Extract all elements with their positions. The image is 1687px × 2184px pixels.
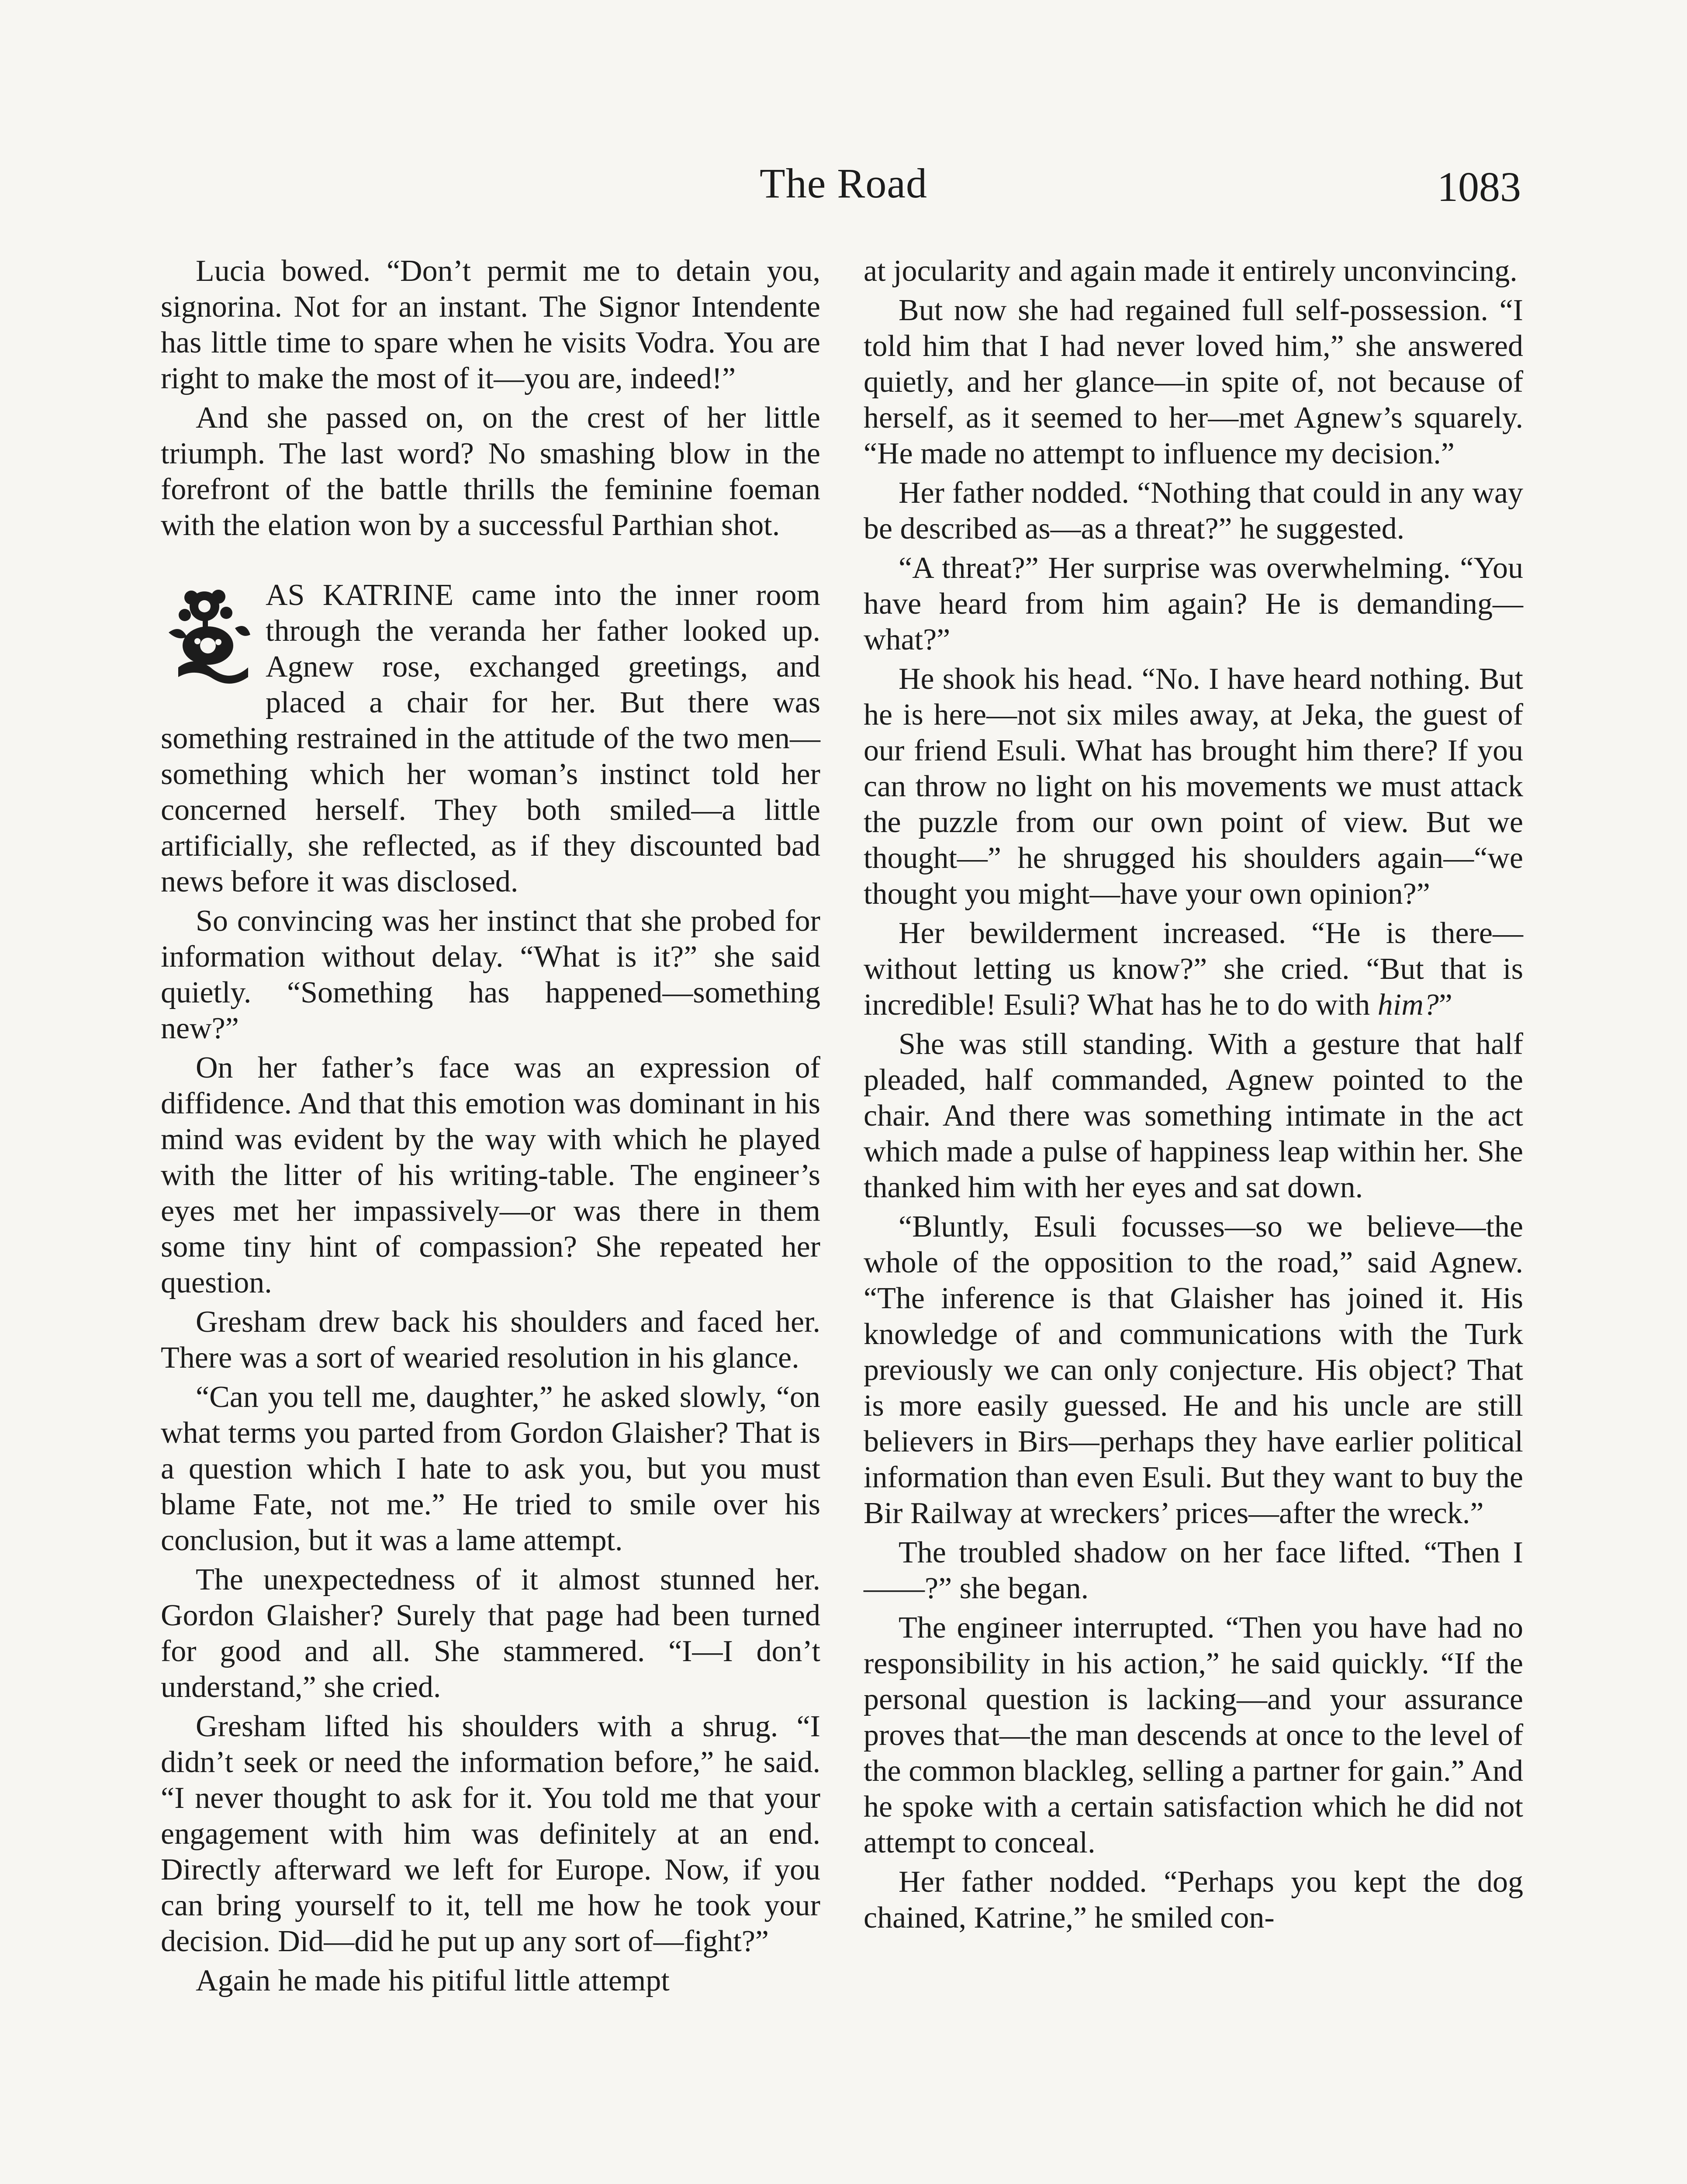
page-number: 1083 — [1437, 163, 1521, 210]
paragraph: He shook his head. “No. I have heard nothing. But he is here—not six miles away, at Jeka, the guest of our friend Esuli. What has brought him there? If you can throw no light on his movements we must attack the puzzle from our own point of view. But we thought—” he shrugged his shoulders again—“we thought you might—have your own opinion?” — [864, 662, 1523, 911]
left-column — [161, 253, 820, 2002]
floral-ornament-icon — [161, 580, 257, 689]
paragraph — [864, 916, 1523, 1023]
paragraph: “Can you tell me, daughter,” he asked slowly, “on what terms you parted from Gordon Glaisher? That is a question which I hate to ask you, but you must blame Fate, not me.” He tried to smile over his conclusion, but it was a lame attempt. — [161, 1380, 820, 1557]
paragraph: Again he made his pitiful little attempt — [196, 1964, 670, 1997]
paragraph: The engineer interrupted. “Then you have had no responsibility in his action,” he said quickly. “If the personal question is lacking—and your assurance proves that—the man descends at once to the level of the common blackleg, selling a partner for gain.” And he spoke with a certain satisfaction which he did not attempt to conceal. — [864, 1611, 1523, 1859]
paragraph: On her father’s face was an expression of diffidence. And that this emotion was dominant in his mind was evident by the way with which he played with the litter of his writing-table. The engineer’s eyes met her impassively—or was there in them some tiny hint of compassion? She repeated her question. — [161, 1051, 820, 1299]
italic-word: him? — [1377, 988, 1439, 1022]
paragraph-text: Her bewilderment increased. “He is there—without letting us know?” she cried. “But that is incredible! Esuli? What has he to do with — [864, 916, 1523, 1022]
paragraph-text: AS KATRINE came into the inner room through the veranda her father looked up. Agnew rose, exchanged greetings, and placed a chair for her. But there was something restrained in the attitude of the two men—something which her woman’s instinct told her concerned herself. They both smiled—a little artificially, she reflected, as if they discounted bad news before it was disclosed. — [161, 578, 820, 898]
running-title: The Road — [760, 160, 927, 207]
paragraph: Gresham drew back his shoulders and faced her. There was a sort of wearied resolution in his glance. — [161, 1305, 820, 1375]
paragraph-continued: at jocularity and again made it entirely unconvincing. — [864, 254, 1518, 288]
paragraph: And she passed on, on the crest of her little triumph. The last word? No smashing blow in the forefront of the battle thrills the feminine foeman with the elation won by a successful Parthian shot. — [161, 401, 820, 542]
closing-quote: ” — [1438, 988, 1452, 1022]
paragraph: She was still standing. With a gesture that half pleaded, half commanded, Agnew pointed to the chair. And there was something intimate in the act which made a pulse of happiness leap within her. She thanked him with her eyes and sat down. — [864, 1027, 1523, 1204]
paragraph: “Bluntly, Esuli focusses—so we believe—the whole of the opposition to the road,” said Agnew. “The inference is that Glaisher has joined it. His knowledge of and communications with the Turk previously we can only conjecture. His object? That is more easily guessed. He and his uncle are still believers in Birs—perhaps they have earlier political information than even Esuli. But they want to buy the Bir Railway at wreckers’ prices—after the wreck.” — [864, 1210, 1523, 1530]
paragraph: Her father nodded. “Nothing that could in any way be described as—as a threat?” he suggested. — [864, 476, 1523, 546]
paragraph-with-ornament — [161, 577, 820, 900]
paragraph: The unexpectedness of it almost stunned her. Gordon Glaisher? Surely that page had been turned for good and all. She stammered. “I—I don’t understand,” she cried. — [161, 1563, 820, 1704]
paragraph: So convincing was her instinct that she probed for information without delay. “What is it?” she said quietly. “Something has happened—something new?” — [161, 904, 820, 1045]
paragraph: “A threat?” Her surprise was overwhelming. “You have heard from him again? He is demanding—what?” — [864, 551, 1523, 657]
right-column — [864, 253, 1523, 1939]
paragraph: But now she had regained full self-possession. “I told him that I had never loved him,” she answered quietly, and her glance—in spite of, not because of herself, as it seemed to her—met Agnew’s squarely. “He made no attempt to influence my decision.” — [864, 294, 1523, 470]
paragraph: Gresham lifted his shoulders with a shrug. “I didn’t seek or need the information before,” he said. “I never thought to ask for it. You told me that your engagement with him was definitely at an end. Directly afterward we left for Europe. Now, if you can bring yourself to it, tell me how he took your decision. Did—did he put up any sort of—fight?” — [161, 1710, 820, 1958]
section-break — [161, 547, 820, 577]
paragraph: Lucia bowed. “Don’t permit me to detain you, signorina. Not for an instant. The Signor Intendente has little time to spare when he visits Vodra. You are right to make the most of it—you are, indeed!” — [161, 254, 820, 395]
paragraph: The troubled shadow on her face lifted. “Then I——?” she began. — [864, 1536, 1523, 1605]
paragraph: Her father nodded. “Perhaps you kept the dog chained, Katrine,” he smiled con- — [864, 1865, 1523, 1935]
